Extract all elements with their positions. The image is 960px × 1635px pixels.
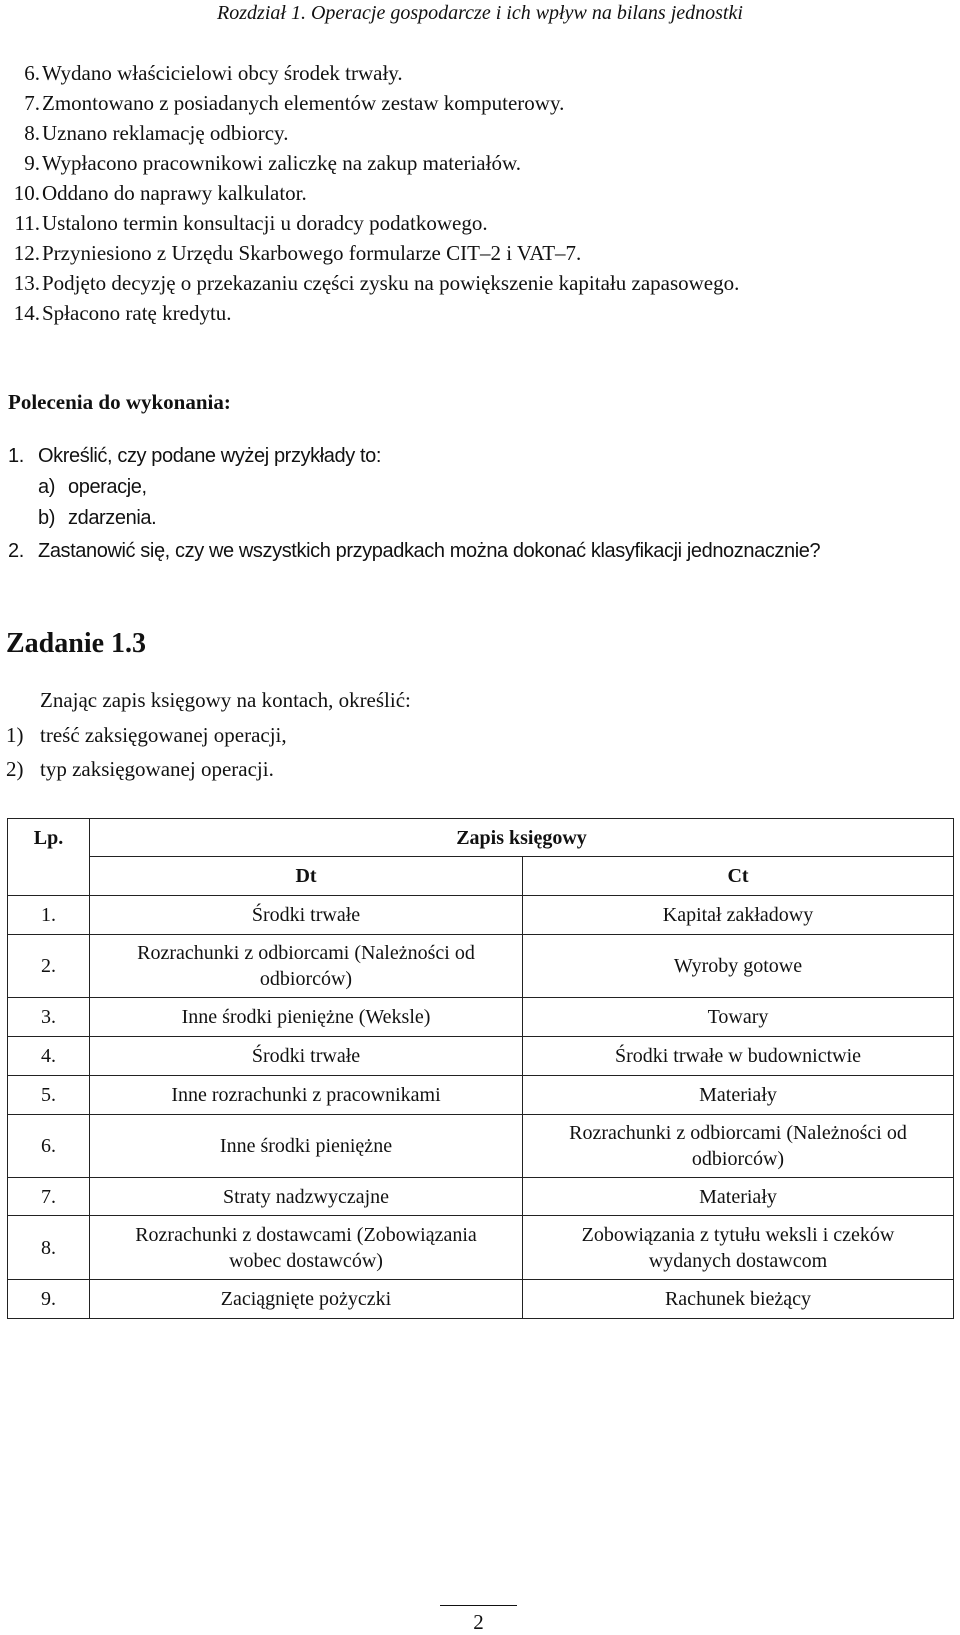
point-number: 1) [6, 723, 24, 747]
cell-lp: 9. [8, 1280, 90, 1319]
page-number: 2 [473, 1610, 484, 1634]
option-text: zdarzenia. [68, 507, 157, 529]
table-row [8, 1178, 954, 1216]
item-number: 11. [14, 211, 40, 235]
table-subheader-row [8, 857, 954, 896]
cell-ct: Materiały [523, 1178, 954, 1216]
item-text: Ustalono termin konsultacji u doradcy podatkowego. [42, 211, 488, 235]
task-title: Zadanie 1.3 [6, 628, 147, 659]
table-row [8, 1115, 954, 1178]
item-text: Spłacono ratę kredytu. [42, 301, 232, 325]
cell-ct: Kapitał zakładowy [523, 896, 954, 935]
item-text: Oddano do naprawy kalkulator. [42, 181, 307, 205]
table-row [8, 935, 954, 998]
header-ct: Ct [523, 857, 954, 896]
option-letter: b) [38, 507, 55, 529]
list-item [0, 58, 960, 88]
cell-lp: 1. [8, 896, 90, 935]
item-number: 8. [24, 121, 40, 145]
item-text: Uznano reklamację odbiorcy. [42, 121, 289, 145]
item-text: Zmontowano z posiadanych elementów zestaw komputerowy. [42, 91, 565, 115]
cell-lp: 5. [8, 1076, 90, 1115]
item-number: 7. [24, 91, 40, 115]
section-title: Polecenia do wykonania: [8, 390, 231, 414]
list-item [0, 148, 960, 178]
item-number: 6. [24, 61, 40, 85]
cell-ct: Rozrachunki z odbiorcami (Należności od odbiorców) [523, 1115, 954, 1178]
item-text: Wydano właścicielowi obcy środek trwały. [42, 61, 403, 85]
cell-ct: Rachunek bieżący [523, 1280, 954, 1319]
task-intro: Znając zapis księgowy na kontach, określić: [40, 688, 411, 712]
accounting-entries-table [7, 818, 954, 1319]
cell-dt: Inne rozrachunki z pracownikami [90, 1076, 523, 1115]
cell-dt: Inne środki pieniężne (Weksle) [90, 998, 523, 1037]
cell-dt: Środki trwałe [90, 896, 523, 935]
cell-ct: Towary [523, 998, 954, 1037]
item-text: Wypłacono pracownikowi zaliczkę na zakup materiałów. [42, 151, 522, 175]
item-text: Przyniesiono z Urzędu Skarbowego formularze CIT–2 i VAT–7. [42, 241, 582, 265]
footer-rule [440, 1605, 517, 1606]
cell-lp: 3. [8, 998, 90, 1037]
running-header: Rozdział 1. Operacje gospodarcze i ich wpływ na bilans jednostki [217, 2, 743, 24]
list-item [0, 88, 960, 118]
cell-lp: 8. [8, 1216, 90, 1280]
cell-lp: 6. [8, 1115, 90, 1178]
instruction-number: 1. [8, 445, 24, 467]
item-number: 10. [13, 181, 40, 205]
instruction-text: Określić, czy podane wyżej przykłady to: [38, 445, 382, 467]
list-item [0, 298, 960, 328]
point-text: typ zaksięgowanej operacji. [40, 757, 274, 781]
cell-dt: Rozrachunki z dostawcami (Zobowiązania wobec dostawców) [90, 1216, 523, 1280]
cell-ct: Zobowiązania z tytułu weksli i czeków wydanych dostawcom [523, 1216, 954, 1280]
cell-ct: Materiały [523, 1076, 954, 1115]
cell-lp: 2. [8, 935, 90, 998]
list-item [0, 208, 960, 238]
cell-lp: 4. [8, 1037, 90, 1076]
examples-list [0, 58, 960, 328]
table-row [8, 896, 954, 935]
point-number: 2) [6, 757, 24, 781]
header-lp: Lp. [8, 819, 90, 896]
item-number: 14. [13, 301, 40, 325]
item-text: Podjęto decyzję o przekazaniu części zysku na powiększenie kapitału zapasowego. [42, 271, 740, 295]
list-item [0, 268, 960, 298]
header-zapis: Zapis księgowy [90, 819, 954, 857]
instruction-text: Zastanowić się, czy we wszystkich przypadkach można dokonać klasyfikacji jednoznacznie? [38, 540, 821, 562]
table-row [8, 1280, 954, 1319]
list-item [0, 238, 960, 268]
point-text: treść zaksięgowanej operacji, [40, 723, 287, 747]
table-row [8, 1076, 954, 1115]
cell-dt: Środki trwałe [90, 1037, 523, 1076]
table-row [8, 998, 954, 1037]
cell-ct: Środki trwałe w budownictwie [523, 1037, 954, 1076]
list-item [0, 178, 960, 208]
item-number: 12. [13, 241, 40, 265]
list-item [0, 118, 960, 148]
table-row [8, 1216, 954, 1280]
cell-dt: Rozrachunki z odbiorcami (Należności od odbiorców) [90, 935, 523, 998]
item-number: 9. [24, 151, 40, 175]
cell-dt: Straty nadzwyczajne [90, 1178, 523, 1216]
instruction-number: 2. [8, 540, 24, 562]
item-number: 13. [13, 271, 40, 295]
option-text: operacje, [68, 476, 147, 498]
table-row [8, 1037, 954, 1076]
cell-ct: Wyroby gotowe [523, 935, 954, 998]
cell-dt: Inne środki pieniężne [90, 1115, 523, 1178]
table-header-row [8, 819, 954, 857]
cell-lp: 7. [8, 1178, 90, 1216]
cell-dt: Zaciągnięte pożyczki [90, 1280, 523, 1319]
option-letter: a) [38, 476, 55, 498]
header-dt: Dt [90, 857, 523, 896]
